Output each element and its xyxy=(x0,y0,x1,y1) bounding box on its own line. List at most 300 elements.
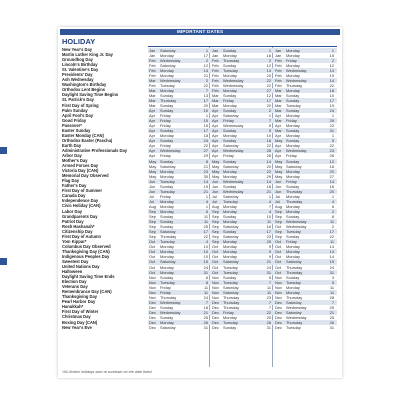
date-month: Oct xyxy=(212,244,219,250)
date-month: May xyxy=(212,158,220,164)
date-month: Sep xyxy=(212,239,219,245)
holiday-name: New Year's Day xyxy=(62,47,93,52)
date-day-number: 28 xyxy=(266,153,271,159)
date-weekday: Sunday xyxy=(223,138,237,144)
date-day-number: 22 xyxy=(329,234,334,240)
date-month: Apr xyxy=(149,148,156,154)
date-month: Apr xyxy=(212,133,219,139)
date-weekday: Monday xyxy=(223,314,237,320)
date-weekday: Tuesday xyxy=(160,279,175,285)
date-weekday: Saturday xyxy=(286,299,302,305)
date-weekday: Friday xyxy=(286,178,297,184)
date-day-number: 5 xyxy=(331,203,334,209)
date-day-number: 1 xyxy=(205,47,208,53)
page-tab-marker xyxy=(0,147,7,154)
date-month: Nov xyxy=(149,289,156,295)
holiday-name: Father's Day xyxy=(62,183,87,189)
holiday-name: Citizenship Day xyxy=(62,228,93,234)
date-weekday: Monday xyxy=(160,209,174,214)
date-day-number: 9 xyxy=(268,249,271,255)
date-month: Apr xyxy=(212,118,219,124)
year-column-header xyxy=(211,37,274,47)
date-month: Nov xyxy=(212,289,219,295)
date-weekday: Wednesday xyxy=(286,77,307,83)
date-month: Sep xyxy=(275,209,282,214)
date-weekday: Thursday xyxy=(223,294,240,300)
date-weekday: Wednesday xyxy=(160,57,181,63)
holiday-name: Hanukkah* xyxy=(62,304,84,310)
date-month: Jul xyxy=(275,193,280,199)
date-month: Mar xyxy=(275,103,282,109)
date-month: Jun xyxy=(212,178,219,184)
date-month: Oct xyxy=(275,269,282,275)
holiday-name: Sweetest Day xyxy=(62,258,89,264)
date-day-number: 26 xyxy=(203,320,208,326)
date-weekday: Saturday xyxy=(286,309,302,315)
date-day-number: 12 xyxy=(266,62,271,68)
date-weekday: Monday xyxy=(223,103,237,109)
date-day-number: 14 xyxy=(329,254,334,260)
footnote: *All Jewish holidays start at sundown on the date listed. xyxy=(62,370,153,374)
date-day-number: 2 xyxy=(331,224,334,230)
date-weekday: Sunday xyxy=(160,274,174,280)
date-weekday: Monday xyxy=(160,203,174,209)
date-day-number: 26 xyxy=(329,320,334,326)
date-month: Jan xyxy=(275,52,282,58)
date-day-number: 10 xyxy=(203,254,208,260)
date-month: Apr xyxy=(149,108,156,114)
date-day-number: 22 xyxy=(203,234,208,240)
date-month: Nov xyxy=(149,279,156,285)
date-month: Oct xyxy=(149,269,156,275)
important-dates-page xyxy=(58,27,342,378)
date-day-number: 11 xyxy=(266,284,271,290)
date-weekday: Thursday xyxy=(286,188,303,194)
date-day-number: 22 xyxy=(329,123,334,129)
date-day-number: 29 xyxy=(266,173,271,179)
date-day-number: 7 xyxy=(268,203,271,209)
holiday-name: Flag Day xyxy=(62,178,80,184)
date-month: Oct xyxy=(275,259,282,265)
holiday-name: Passover* xyxy=(62,122,82,128)
date-day-number: 11 xyxy=(329,289,334,295)
date-day-number: 16 xyxy=(266,138,271,144)
date-day-number: 7 xyxy=(268,299,271,305)
date-day-number: 15 xyxy=(203,118,208,124)
date-weekday: Thursday xyxy=(223,304,240,310)
date-day-number: 12 xyxy=(266,92,271,98)
date-month: Feb xyxy=(149,72,156,78)
date-weekday: Monday xyxy=(223,72,237,78)
date-month: Jan xyxy=(149,47,156,53)
date-weekday: Sunday xyxy=(160,224,174,230)
date-day-number: 2 xyxy=(268,57,271,63)
date-day-number: 1 xyxy=(268,193,271,199)
date-month: Apr xyxy=(275,123,282,129)
date-day-number: 14 xyxy=(203,178,208,184)
date-weekday: Sunday xyxy=(160,92,174,98)
date-weekday: Monday xyxy=(286,52,300,58)
date-day-number: 24 xyxy=(329,148,334,154)
date-day-number: 14 xyxy=(266,158,271,164)
date-month: May xyxy=(212,168,220,174)
date-weekday: Thursday xyxy=(160,97,177,103)
date-day-number: 11 xyxy=(203,284,208,290)
date-month: Aug xyxy=(275,203,282,209)
date-weekday: Saturday xyxy=(160,47,176,53)
date-day-number: 30 xyxy=(203,173,208,179)
date-month: Oct xyxy=(275,244,282,250)
date-day-number: 3 xyxy=(331,274,334,280)
date-day-number: 27 xyxy=(203,148,208,154)
date-day-number: 21 xyxy=(329,309,334,315)
date-weekday: Sunday xyxy=(223,183,237,189)
holiday-name: Patriot Day xyxy=(62,218,84,224)
date-weekday: Thursday xyxy=(286,264,303,270)
date-day-number: 20 xyxy=(266,103,271,109)
date-month: Apr xyxy=(212,138,219,144)
date-day-number: 27 xyxy=(329,173,334,179)
date-day-number: 1 xyxy=(205,193,208,199)
date-day-number: 27 xyxy=(266,87,271,93)
date-weekday: Friday xyxy=(160,153,171,159)
date-weekday: Tuesday xyxy=(223,279,238,285)
holiday-name: Labor Day xyxy=(62,208,83,214)
date-weekday: Saturday xyxy=(223,224,239,230)
date-weekday: Sunday xyxy=(286,183,300,189)
date-weekday: Monday xyxy=(286,289,300,295)
date-weekday: Wednesday xyxy=(286,314,307,320)
date-day-number: 26 xyxy=(329,153,334,159)
date-month: Nov xyxy=(275,294,282,300)
date-month: May xyxy=(275,138,283,144)
date-weekday: Friday xyxy=(286,239,297,245)
date-day-number: 22 xyxy=(329,143,334,149)
holiday-name: Veterans Day xyxy=(62,284,88,290)
holiday-name: Armed Forces Day xyxy=(62,163,99,169)
date-day-number: 4 xyxy=(268,198,271,204)
date-weekday: Sunday xyxy=(160,128,174,134)
date-day-number: 13 xyxy=(203,92,208,98)
date-month: Apr xyxy=(275,133,282,139)
date-weekday: Monday xyxy=(223,87,237,93)
date-day-number: 17 xyxy=(329,229,334,235)
holiday-name: Christmas Day xyxy=(62,314,91,320)
date-month: Mar xyxy=(275,108,282,114)
holiday-name: Lincoln's Birthday xyxy=(62,62,98,68)
date-month: Dec xyxy=(275,299,282,305)
date-weekday: Thursday xyxy=(223,57,240,63)
date-day-number: 21 xyxy=(266,259,271,265)
date-weekday: Wednesday xyxy=(286,148,307,154)
date-day-number: 21 xyxy=(203,188,208,194)
date-month: Apr xyxy=(212,123,219,129)
date-weekday: Friday xyxy=(160,118,171,124)
date-month: Apr xyxy=(212,113,219,119)
date-weekday: Tuesday xyxy=(286,325,301,331)
holiday-name: Canada Day xyxy=(62,193,86,199)
date-weekday: Monday xyxy=(223,203,237,209)
date-weekday: Saturday xyxy=(286,163,302,169)
year-column-3 xyxy=(274,37,337,330)
date-month: Sep xyxy=(149,209,156,214)
date-month: Apr xyxy=(149,153,156,159)
date-day-number: 5 xyxy=(205,209,208,214)
date-day-number: 15 xyxy=(329,52,334,58)
date-weekday: Tuesday xyxy=(160,239,175,245)
date-day-number: 7 xyxy=(205,299,208,305)
holiday-name: Columbus Day Observed xyxy=(62,243,111,249)
date-day-number: 2 xyxy=(331,57,334,63)
date-month: Oct xyxy=(275,254,282,260)
date-month: Jun xyxy=(275,183,282,189)
date-weekday: Monday xyxy=(286,143,300,149)
holiday-name: First Day of Summer xyxy=(62,188,103,194)
date-weekday: Saturday xyxy=(160,259,176,265)
date-day-number: 31 xyxy=(329,325,334,331)
date-month: Sep xyxy=(149,214,156,220)
date-weekday: Monday xyxy=(223,249,237,255)
date-month: Sep xyxy=(149,224,156,230)
holiday-heading: HOLIDAY xyxy=(62,37,96,46)
date-day-number: 12 xyxy=(329,158,334,164)
date-day-number: 22 xyxy=(266,309,271,315)
date-month: Feb xyxy=(149,62,156,68)
holiday-name: Ash Wednesday xyxy=(62,77,94,83)
date-month: Nov xyxy=(212,274,219,280)
date-day-number: 22 xyxy=(266,77,271,83)
date-day-number: 14 xyxy=(266,178,271,184)
holiday-name: Easter Monday (CAN) xyxy=(62,132,104,138)
date-month: Mar xyxy=(149,87,156,93)
date-month: Apr xyxy=(149,133,156,139)
date-weekday: Monday xyxy=(160,72,174,78)
date-weekday: Monday xyxy=(223,168,237,174)
date-month: Apr xyxy=(275,148,282,154)
date-weekday: Thursday xyxy=(286,269,303,275)
date-day-number: 1 xyxy=(205,113,208,119)
year-column-2 xyxy=(211,37,274,330)
date-day-number: 18 xyxy=(266,183,271,189)
date-day-number: 25 xyxy=(203,314,208,320)
holiday-name: Groundhog Day xyxy=(62,57,93,63)
date-day-number: 8 xyxy=(331,214,334,220)
date-day-number: 23 xyxy=(203,168,208,174)
date-month: May xyxy=(212,163,220,169)
date-month: Oct xyxy=(149,259,156,265)
date-day-number: 11 xyxy=(329,219,334,225)
date-day-number: 1 xyxy=(268,113,271,119)
date-day-number: 6 xyxy=(205,274,208,280)
date-weekday: Monday xyxy=(286,62,300,68)
date-weekday: Wednesday xyxy=(223,188,244,194)
date-day-number: 5 xyxy=(268,123,271,129)
date-weekday: Monday xyxy=(286,173,300,179)
holiday-name: Yom Kippur* xyxy=(62,238,87,244)
date-month: Nov xyxy=(275,279,282,285)
year-column-1 xyxy=(148,37,211,330)
date-day-number: 16 xyxy=(329,183,334,189)
date-day-number: 17 xyxy=(203,52,208,58)
date-weekday: Wednesday xyxy=(223,77,244,83)
holiday-name: April Fool's Day xyxy=(62,112,93,118)
date-day-number: 21 xyxy=(203,309,208,315)
date-month: Oct xyxy=(275,239,282,245)
date-day-number: 23 xyxy=(266,294,271,300)
date-day-number: 16 xyxy=(266,224,271,230)
date-day-number: 29 xyxy=(329,118,334,124)
date-month: Mar xyxy=(275,87,282,93)
date-month: Mar xyxy=(149,92,156,98)
holiday-name: St. Valentine's Day xyxy=(62,67,99,73)
date-weekday: Tuesday xyxy=(223,264,238,270)
date-day-number: 22 xyxy=(203,82,208,88)
date-month: Mar xyxy=(212,103,219,109)
date-weekday: Monday xyxy=(160,249,174,255)
date-day-number: 22 xyxy=(266,143,271,149)
date-weekday: Monday xyxy=(223,239,237,245)
date-month: Mar xyxy=(275,97,282,103)
date-month: Oct xyxy=(149,249,156,255)
date-weekday: Sunday xyxy=(223,274,237,280)
banner-title: IMPORTANT DATES xyxy=(60,29,340,35)
date-weekday: Thursday xyxy=(286,198,303,204)
date-weekday: Saturday xyxy=(223,113,239,119)
date-row xyxy=(211,325,274,330)
date-month: Nov xyxy=(149,294,156,300)
date-month: Feb xyxy=(212,62,219,68)
date-weekday: Tuesday xyxy=(223,67,238,73)
date-weekday: Saturday xyxy=(223,163,239,169)
date-month: Jan xyxy=(212,52,219,58)
date-weekday: Friday xyxy=(160,113,171,119)
date-weekday: Saturday xyxy=(223,143,239,149)
holiday-name: New Year's Eve xyxy=(62,324,92,330)
date-day-number: 19 xyxy=(203,183,208,189)
date-day-number: 17 xyxy=(266,229,271,235)
page-tab-marker xyxy=(0,258,7,265)
date-weekday: Sunday xyxy=(160,138,174,144)
date-weekday: Saturday xyxy=(160,229,176,235)
date-weekday: Monday xyxy=(160,269,174,275)
date-weekday: Thursday xyxy=(223,299,240,305)
date-day-number: 4 xyxy=(205,198,208,204)
date-weekday: Saturday xyxy=(286,259,302,265)
date-month: Mar xyxy=(149,77,156,83)
date-day-number: 22 xyxy=(266,82,271,88)
date-month: Oct xyxy=(212,254,219,260)
date-row xyxy=(148,325,211,330)
date-day-number: 17 xyxy=(203,128,208,134)
date-day-number: 20 xyxy=(266,163,271,169)
date-month: Dec xyxy=(212,299,219,305)
date-weekday: Monday xyxy=(286,209,300,214)
date-weekday: Wednesday xyxy=(160,148,181,154)
date-month: Apr xyxy=(149,128,156,134)
holiday-list xyxy=(62,47,148,330)
date-weekday: Friday xyxy=(223,153,234,159)
date-month: Jun xyxy=(275,178,282,184)
date-month: May xyxy=(149,163,157,169)
date-weekday: Wednesday xyxy=(223,178,244,184)
date-day-number: 25 xyxy=(329,314,334,320)
date-month: Dec xyxy=(149,320,156,326)
date-month: Dec xyxy=(212,314,219,320)
date-month: Jul xyxy=(212,193,217,199)
date-weekday: Sunday xyxy=(160,304,174,310)
date-day-number: 17 xyxy=(266,97,271,103)
date-weekday: Tuesday xyxy=(160,188,175,194)
date-day-number: 31 xyxy=(266,269,271,275)
date-day-number: 20 xyxy=(329,188,334,194)
date-month: Jun xyxy=(275,188,282,194)
date-day-number: 7 xyxy=(268,279,271,285)
date-month: Mar xyxy=(275,92,282,98)
date-month: Dec xyxy=(149,304,156,310)
date-month: Jan xyxy=(149,52,156,58)
date-weekday: Monday xyxy=(160,173,174,179)
holiday-name: Washington's Birthday xyxy=(62,82,107,88)
date-weekday: Sunday xyxy=(160,108,174,114)
date-month: Dec xyxy=(149,309,156,315)
date-month: Dec xyxy=(275,304,282,310)
date-day-number: 2 xyxy=(268,108,271,114)
date-weekday: Monday xyxy=(160,52,174,58)
date-weekday: Sunday xyxy=(286,97,300,103)
date-month: Apr xyxy=(212,128,219,134)
date-month: Jun xyxy=(149,178,156,184)
date-month: Jul xyxy=(275,198,280,204)
date-weekday: Monday xyxy=(286,72,300,78)
date-weekday: Friday xyxy=(160,143,171,149)
date-month: Jun xyxy=(149,183,156,189)
date-weekday: Monday xyxy=(223,173,237,179)
date-month: Dec xyxy=(275,309,282,315)
date-weekday: Sunday xyxy=(160,103,174,109)
date-weekday: Sunday xyxy=(223,128,237,134)
date-weekday: Friday xyxy=(160,284,171,290)
date-weekday: Wednesday xyxy=(223,123,244,129)
date-weekday: Tuesday xyxy=(286,279,301,285)
date-day-number: 29 xyxy=(203,153,208,159)
date-month: Nov xyxy=(212,294,219,300)
date-day-number: 11 xyxy=(266,289,271,295)
date-day-number: 10 xyxy=(266,214,271,220)
date-month: Feb xyxy=(212,67,219,73)
date-month: Feb xyxy=(275,62,282,68)
holiday-name: United Nations Day xyxy=(62,264,100,270)
date-day-number: 17 xyxy=(203,229,208,235)
date-day-number: 14 xyxy=(203,67,208,73)
date-weekday: Saturday xyxy=(223,284,239,290)
date-month: Dec xyxy=(275,314,282,320)
date-month: Mar xyxy=(275,128,282,134)
date-month: Oct xyxy=(275,249,282,255)
date-month: Apr xyxy=(149,118,156,124)
date-day-number: 5 xyxy=(268,274,271,280)
date-month: Jan xyxy=(275,47,282,53)
date-day-number: 14 xyxy=(329,249,334,255)
date-month: Nov xyxy=(212,284,219,290)
date-weekday: Wednesday xyxy=(160,299,181,305)
date-day-number: 20 xyxy=(203,103,208,109)
date-day-number: 1 xyxy=(331,133,334,139)
date-month: Mar xyxy=(149,97,156,103)
holiday-name: Boxing Day (CAN) xyxy=(62,319,98,325)
date-day-number: 9 xyxy=(268,128,271,134)
date-month: May xyxy=(149,158,157,164)
date-weekday: Sunday xyxy=(286,108,300,114)
